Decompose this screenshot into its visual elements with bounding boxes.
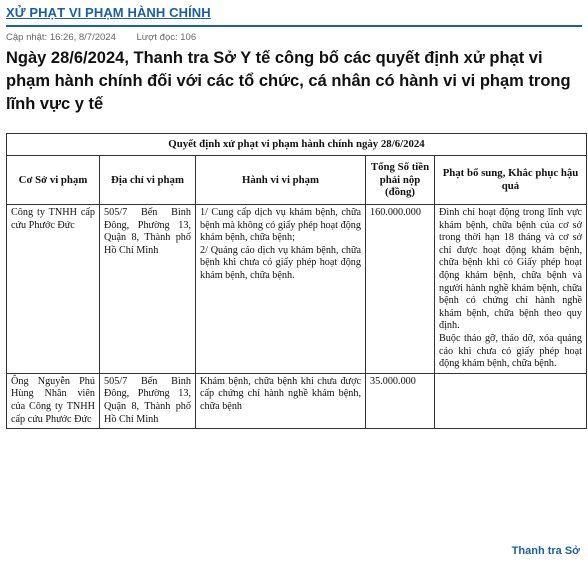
cell-amount: 35.000.000	[366, 373, 435, 428]
view-count: Lượt đọc: 106	[136, 32, 197, 43]
cell-amount: 160.000.000	[366, 205, 435, 374]
updated-time: Cập nhật: 16:26, 8/7/2024	[6, 32, 116, 43]
cell-address: 505/7 Bến Bình Đông, Phường 13, Quận 8, Thành phố Hồ Chí Minh	[100, 205, 196, 374]
table-title-row	[7, 134, 587, 156]
cell-address: 505/7 Bến Bình Đông, Phường 13, Quận 8, Thành phố Hồ Chí Minh	[100, 373, 196, 428]
col-header-address: Địa chỉ vi phạm	[100, 156, 196, 205]
article-headline: Ngày 28/6/2024, Thanh tra Sở Y tế công bố các quyết định xử phạt vi phạm hành chính đối với các tổ chức, cá nhân có hành vi vi phạm trong lĩnh vực y tế	[6, 49, 571, 113]
penalty-table	[6, 133, 587, 429]
cell-remedy	[435, 373, 587, 428]
section-title-link[interactable]: XỬ PHẠT VI PHẠM HÀNH CHÍNH	[6, 5, 211, 20]
col-header-entity: Cơ Sở vi phạm	[7, 156, 100, 205]
col-header-violation: Hành vi vi phạm	[196, 156, 366, 205]
table-title: Quyết định xử phạt vi phạm hành chính ngày 28/6/2024	[7, 134, 587, 156]
remedy-item: Buộc tháo gỡ, tháo dỡ, xóa quảng cáo khi chưa có giấy phép hoạt động khám bệnh, chữa bệnh.	[439, 332, 582, 370]
violation-item: 1/ Cung cấp dịch vụ khám bệnh, chữa bệnh mà không có giấy phép hoạt động khám bệnh, chữa bệnh;	[200, 207, 361, 244]
col-header-amount: Tổng Số tiền phải nộp (đồng)	[366, 156, 435, 205]
table-header-row	[7, 156, 587, 205]
article-meta	[6, 32, 214, 43]
cell-entity: Công ty TNHH cấp cứu Phước Đức	[7, 205, 100, 374]
author-signature: Thanh tra Sở	[511, 545, 580, 557]
table-row	[7, 205, 587, 374]
cell-violation: Khám bệnh, chữa bệnh khi chưa được cấp chứng chỉ hành nghề khám bệnh, chữa bệnh	[196, 373, 366, 428]
cell-entity: Ông Nguyễn Phú Hùng Nhân viên của Công ty TNHH cấp cứu Phước Đức	[7, 373, 100, 428]
col-header-remedy: Phạt bổ sung, Khắc phục hậu quả	[435, 156, 587, 205]
section-header	[6, 4, 582, 27]
remedy-item: Đình chỉ hoạt động trong lĩnh vực khám bệnh, chữa bệnh của cơ sở trong thời hạn 18 tháng và cơ sở chỉ được hoạt động khám bệnh, chữa bệnh khi có Giấy phép hoạt động khám bệnh, chữa bệnh và người hành nghề khám bệnh, chữa bệnh có chứng chỉ hành nghề khám bệnh, chữa bệnh theo quy định.	[439, 207, 582, 332]
table-row	[7, 373, 587, 428]
cell-violation	[196, 205, 366, 374]
violation-item: 2/ Quảng cáo dịch vụ khám bệnh, chữa bệnh khi chưa có giấy phép hoạt động khám bệnh, chữa bệnh.	[200, 244, 361, 281]
cell-remedy	[435, 205, 587, 374]
